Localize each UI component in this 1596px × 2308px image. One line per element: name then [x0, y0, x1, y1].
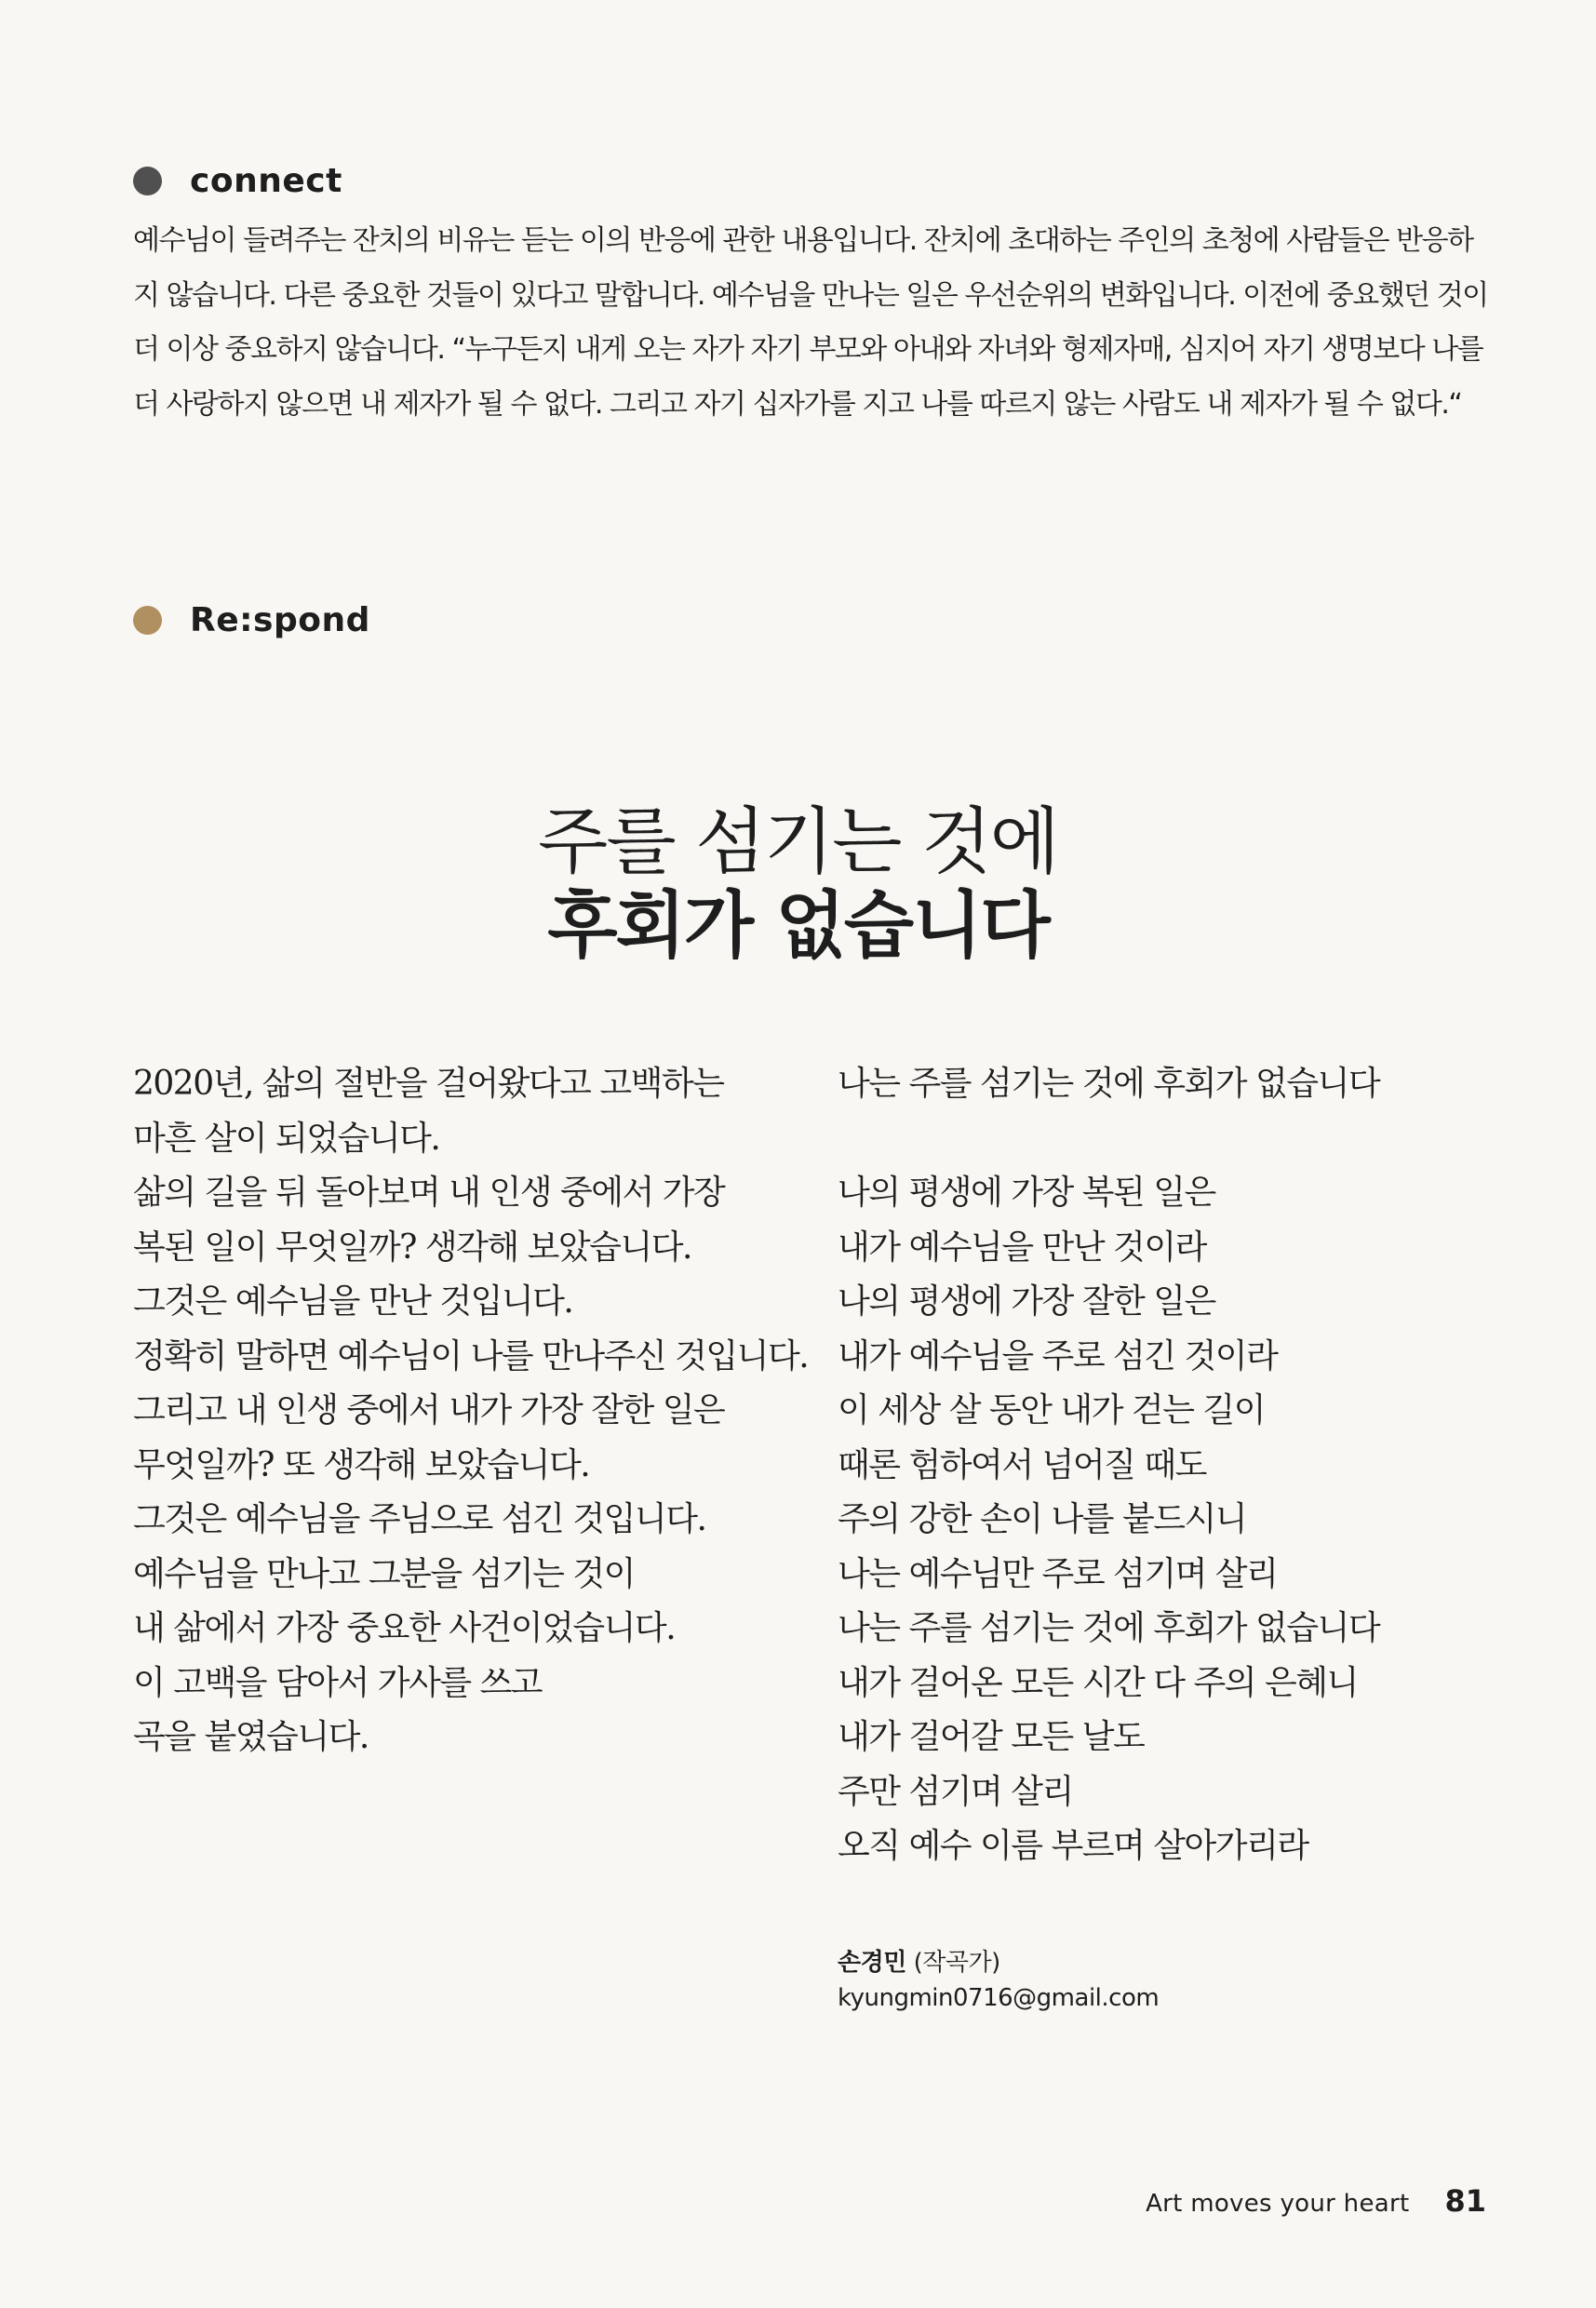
left-line: 복된 일이 무엇일까? 생각해 보았습니다. [133, 1228, 691, 1267]
author-role: (작곡가) [905, 1949, 1000, 1977]
lyric-line: 나는 주를 섬기는 것에 후회가 없습니다 [838, 1609, 1380, 1647]
page-number: 81 [1444, 2183, 1486, 2219]
lyric-blank-line [838, 1112, 1379, 1167]
author-email: kyungmin0716@gmail.com [838, 1984, 1160, 2012]
article-title [0, 800, 1596, 968]
left-line: 예수님을 만나고 그분을 섬기는 것이 [133, 1554, 635, 1593]
lyric-line: 주의 강한 손이 나를 붙드시니 [838, 1500, 1247, 1538]
left-line: 정확히 말하면 예수님이 나를 만나주신 것입니다. [133, 1336, 809, 1375]
lyrics-column [838, 1057, 1379, 1874]
respond-label: Re:spond [190, 601, 370, 639]
left-line: 곡을 붙였습니다. [133, 1718, 369, 1756]
lyric-line: 이 세상 살 동안 내가 걷는 길이 [838, 1391, 1265, 1429]
left-line: 그것은 예수님을 주님으로 섬긴 것입니다. [133, 1500, 706, 1538]
footer-slogan: Art moves your heart [1146, 2190, 1410, 2218]
left-line: 무엇일까? 또 생각해 보았습니다. [133, 1445, 590, 1484]
title-line-2: 후회가 없습니다 [547, 883, 1049, 968]
lyric-line: 나의 평생에 가장 복된 일은 [838, 1174, 1215, 1212]
respond-bullet-icon [133, 606, 162, 635]
connect-body-text: 예수님이 들려주는 잔치의 비유는 듣는 이의 반응에 관한 내용입니다. 잔치에 초대하는 주인의 초청에 사람들은 반응하지 않습니다. 다른 중요한 것들이 있다고 말합니다. 예수님을 만나는 일은 우선순위의 변화입니다. 이전에 중요했던 것이 더 이상 중요하지 않습니다. “누구든지 내게 오는 자가 자기 부모와 아내와 자녀와 형제자매, 심지어 자기 생명보다 나를 더 사랑하지 않으면 내 제자가 될 수 없다. 그리고 자기 십자가를 지고 나를 따르지 않는 사람도 내 제자가 될 수 없다.“ [133, 224, 1488, 421]
lyric-line: 때론 험하여서 넘어질 때도 [838, 1445, 1206, 1484]
left-line: 이 고백을 담아서 가사를 쓰고 [133, 1663, 543, 1702]
left-line: 내 삶에서 가장 중요한 사건이었습니다. [133, 1609, 676, 1647]
author-name: 손경민 [838, 1949, 906, 1977]
connect-bullet-icon [133, 167, 162, 195]
connect-section-header [133, 162, 342, 200]
left-line: 2020년, 삶의 절반을 걸어왔다고 고백하는 [133, 1065, 724, 1103]
lyric-line: 내가 예수님을 주로 섬긴 것이라 [838, 1336, 1278, 1375]
author-info [838, 1945, 1159, 2016]
connect-label: connect [190, 162, 342, 200]
left-line: 그리고 내 인생 중에서 내가 가장 잘한 일은 [133, 1391, 725, 1429]
lyric-line: 나는 예수님만 주로 섬기며 살리 [838, 1554, 1278, 1593]
lyric-line: 내가 걸어갈 모든 날도 [838, 1718, 1145, 1756]
lyric-line: 주만 섬기며 살리 [838, 1772, 1073, 1811]
left-line: 마흔 살이 되었습니다. [133, 1119, 440, 1158]
respond-section-header [133, 601, 370, 639]
lyric-line: 내가 걸어온 모든 시간 다 주의 은혜니 [838, 1663, 1358, 1702]
lyric-line: 오직 예수 이름 부르며 살아가리라 [838, 1827, 1308, 1865]
title-line-1: 주를 섬기는 것에 [537, 800, 1059, 884]
lyric-line: 내가 예수님을 만난 것이라 [838, 1228, 1206, 1267]
lyric-line: 나는 주를 섬기는 것에 후회가 없습니다 [838, 1065, 1380, 1103]
left-line: 삶의 길을 뒤 돌아보며 내 인생 중에서 가장 [133, 1174, 725, 1212]
left-column-text [133, 1057, 808, 1765]
lyric-line: 나의 평생에 가장 잘한 일은 [838, 1282, 1215, 1321]
page-footer [1146, 2183, 1486, 2219]
author-name-line [838, 1945, 1159, 1980]
left-line: 그것은 예수님을 만난 것입니다. [133, 1282, 573, 1321]
